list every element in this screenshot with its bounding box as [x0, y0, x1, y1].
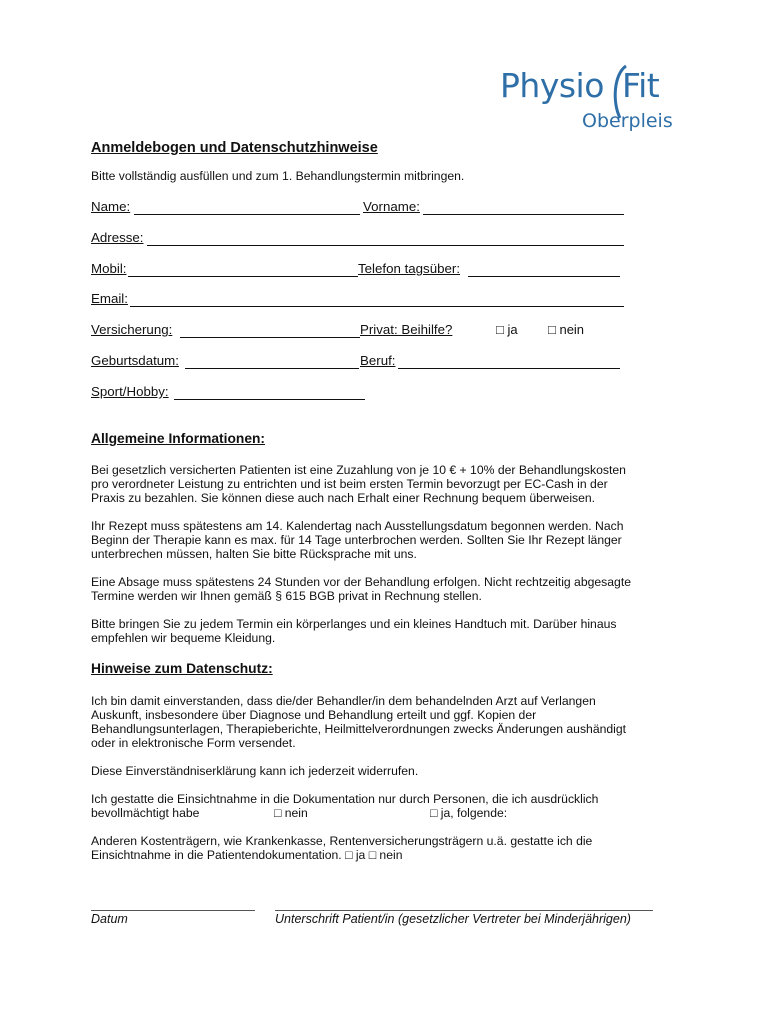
kostentraeger-consent-line[interactable]: Einsichtnahme in die Patientendokumentation. □ ja □ nein — [91, 848, 403, 862]
privacy-paragraph-4: Anderen Kostenträgern, wie Krankenkasse, Rentenversicherungsträgern u.ä. gestatte ich die Einsichtnahme in die Patientendokumentation. □ ja □ nein — [91, 834, 701, 862]
logo-brand-fit: Fit — [622, 66, 660, 105]
general-heading: Allgemeine Informationen: — [91, 431, 266, 446]
date-signature-line[interactable] — [91, 910, 255, 911]
vorname-field[interactable] — [423, 214, 624, 215]
general-paragraph-3: Eine Absage muss spätestens 24 Stunden vor der Behandlung erfolgen. Nicht rechtzeitig abgesagte Termine werden wir Ihnen gemäß § 615 BGB privat in Rechnung stellen. — [91, 575, 631, 603]
privacy-heading: Hinweise zum Datenschutz: — [91, 661, 273, 676]
versicherung-label: Versicherung: — [91, 322, 173, 337]
logo-location: Oberpleis — [582, 110, 673, 132]
logo-brand-physio: Physio — [500, 66, 604, 105]
beruf-field[interactable] — [398, 368, 620, 369]
telefon-field[interactable] — [468, 276, 620, 277]
sport-label: Sport/Hobby: — [91, 384, 169, 399]
signature-label: Unterschrift Patient/in (gesetzlicher Vertreter bei Minderjährigen) — [275, 912, 631, 926]
general-paragraph-1: Bei gesetzlich versicherten Patienten ist eine Zuzahlung von je 10 € + 10% der Behandlungskosten pro verordneter Leistung zu entrichten und ist beim ersten Termin bevorzugt per EC-Cash in der Praxis zu bezahlen. Sie können diese auch nach Erhalt einer Rechnung bequem überweisen. — [91, 463, 626, 505]
general-paragraph-2: Ihr Rezept muss spätestens am 14. Kalendertag nach Ausstellungsdatum begonnen werden. Nach Beginn der Therapie kann es max. für 14 Tage unterbrochen werden. Sollten Sie Ihr Rezept länger unterbrechen müssen, halten Sie bitte Rücksprache mit uns. — [91, 519, 624, 561]
email-label: Email: — [91, 291, 128, 306]
page-title: Anmeldebogen und Datenschutzhinweise — [91, 140, 378, 156]
einsicht-nein-checkbox[interactable]: □ nein — [274, 806, 308, 820]
name-label: Name: — [91, 199, 131, 214]
geburtsdatum-field[interactable] — [185, 368, 359, 369]
mobil-label: Mobil: — [91, 261, 127, 276]
patient-signature-line[interactable] — [275, 910, 653, 911]
vorname-label: Vorname: — [363, 199, 420, 214]
beruf-label: Beruf: — [360, 353, 396, 368]
general-paragraph-4: Bitte bringen Sie zu jedem Termin ein körperlanges und ein kleines Handtuch mit. Darüber hinaus empfehlen wir bequeme Kleidung. — [91, 617, 617, 645]
mobil-field[interactable] — [128, 276, 358, 277]
privacy-paragraph-2: Diese Einverständniserklärung kann ich jederzeit widerrufen. — [91, 764, 419, 778]
privat-label: Privat: Beihilfe? — [360, 322, 453, 337]
name-field[interactable] — [134, 214, 360, 215]
geburtsdatum-label: Geburtsdatum: — [91, 353, 179, 368]
privacy-paragraph-1: Ich bin damit einverstanden, dass die/der Behandler/in dem behandelnden Arzt auf Verlangen Auskunft, insbesondere über Diagnose und Behandlung erteilt und ggf. Kopien der Behandlungsunterlagen, Therapieberichte, Heilmittelverordnungen zwecks Änderungen aushändigt oder in elektronische Form versendet. — [91, 694, 627, 750]
adresse-label: Adresse: — [91, 230, 144, 245]
privacy-paragraph-3: Ich gestatte die Einsichtnahme in die Dokumentation nur durch Personen, die ich ausdrücklich bevollmächtigt habe □ nein □ ja, folgende: — [91, 792, 599, 820]
telefon-label: Telefon tagsüber: — [358, 261, 461, 276]
logo — [500, 62, 673, 137]
intro-text: Bitte vollständig ausfüllen und zum 1. Behandlungstermin mitbringen. — [91, 169, 465, 183]
sport-field[interactable] — [174, 399, 365, 400]
versicherung-field[interactable] — [180, 337, 360, 338]
privat-ja-checkbox[interactable]: □ ja — [496, 322, 518, 337]
privat-nein-checkbox[interactable]: □ nein — [548, 322, 585, 337]
email-field[interactable] — [130, 306, 624, 307]
date-label: Datum — [91, 912, 128, 926]
adresse-field[interactable] — [147, 245, 624, 246]
einsicht-ja-checkbox[interactable]: □ ja, folgende: — [430, 806, 508, 820]
